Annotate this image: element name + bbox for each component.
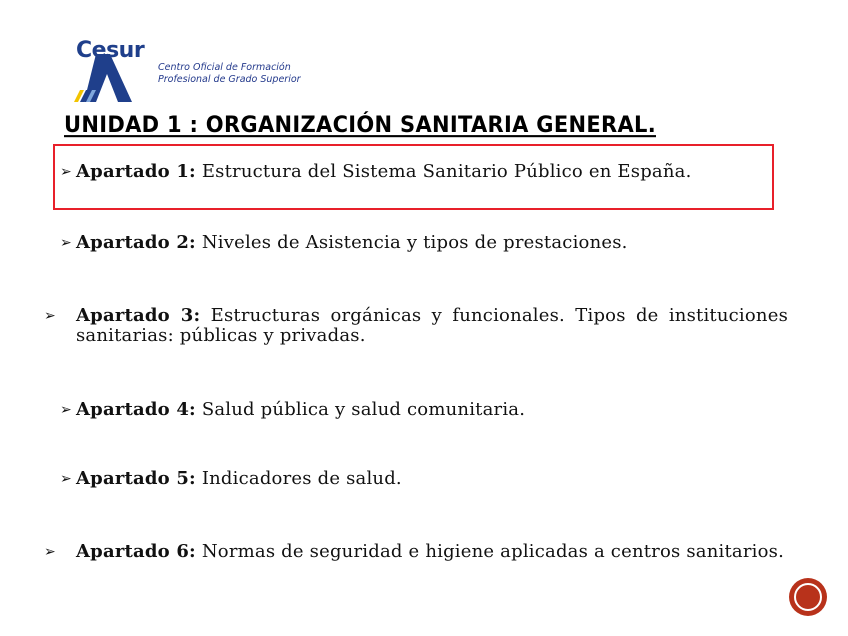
item-label: Apartado 6: (76, 541, 196, 562)
item-description: Normas de seguridad e higiene aplicadas a centros sanitarios. (201, 541, 785, 562)
item-description: Indicadores de salud. (201, 468, 402, 489)
list-item-apartado-1 (60, 162, 772, 182)
item-description: Estructuras orgánicas y funcionales. Tipos de instituciones sanitarias: públicas y privadas. (76, 305, 789, 346)
item-label: Apartado 4: (76, 399, 196, 420)
arrow-bullet-icon: ➢ (60, 471, 72, 487)
circle-next-icon[interactable] (789, 578, 827, 616)
item-label: Apartado 5: (76, 468, 196, 489)
logo-wordmark: Cesur (76, 38, 145, 63)
item-label: Apartado 3: (76, 305, 201, 326)
item-label: Apartado 2: (76, 232, 196, 253)
arrow-bullet-icon: ➢ (44, 308, 56, 324)
unit-title: UNIDAD 1 : ORGANIZACIÓN SANITARIA GENERAL. (64, 112, 656, 138)
list-item-apartado-6 (44, 541, 788, 562)
list-item-apartado-4 (60, 400, 772, 420)
list-item-apartado-2 (60, 233, 772, 253)
list-item-apartado-3 (44, 305, 789, 346)
logo-tagline-line2: Profesional de Grado Superior (158, 74, 301, 85)
logo-tagline-line1: Centro Oficial de Formación (158, 62, 291, 73)
list-item-apartado-5 (60, 469, 772, 489)
logo-tagline (158, 62, 301, 86)
arrow-bullet-icon: ➢ (60, 164, 72, 180)
arrow-bullet-icon: ➢ (60, 235, 72, 251)
item-description: Niveles de Asistencia y tipos de prestaciones. (201, 232, 628, 253)
arrow-bullet-icon: ➢ (44, 544, 56, 560)
item-label: Apartado 1: (76, 161, 196, 182)
item-description: Estructura del Sistema Sanitario Público en España. (201, 161, 692, 182)
cesur-logo (66, 34, 326, 104)
arrow-bullet-icon: ➢ (60, 402, 72, 418)
item-description: Salud pública y salud comunitaria. (201, 399, 526, 420)
